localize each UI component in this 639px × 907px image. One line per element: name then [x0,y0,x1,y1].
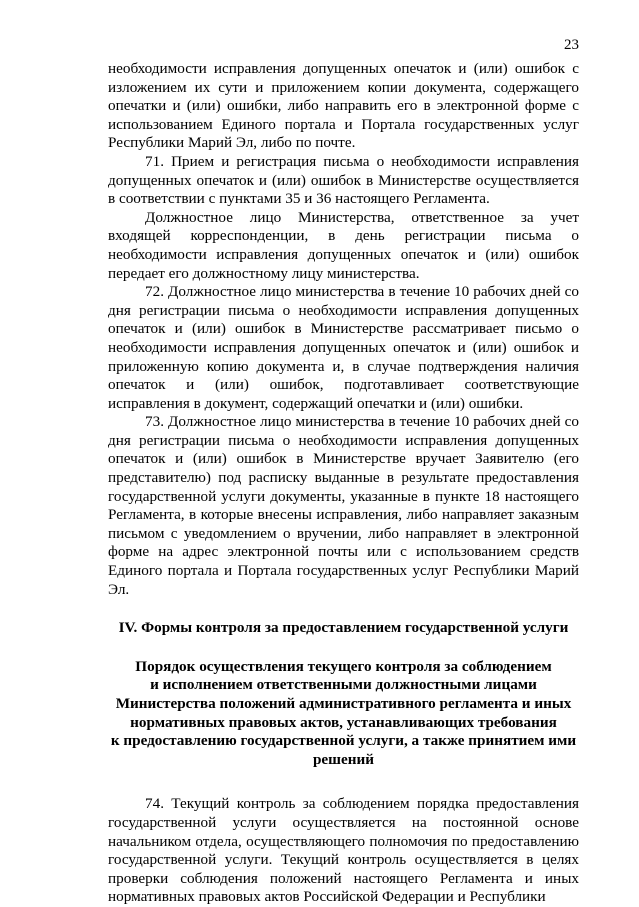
page-number: 23 [564,37,579,53]
section-heading: IV. Формы контроля за предоставлением государственной услуги [118,619,569,637]
sub-heading-line: решений [312,750,374,768]
paragraph-continuation: необходимости исправления допущенных опечаток и (или) ошибок с изложением их сути и приложением копии документа, содержащего опечатки и (или) ошибки, либо направить его в электронной форме с использованием Единого портала и Портала государственных услуг Республики Марий Эл, либо по почте. [108,60,579,152]
paragraph-74: 74. Текущий контроль за соблюдением порядка предоставления государственной услуги осуществляется на постоянной основе начальником отдела, осуществляющего полномочия по предоставлению государственной услуги. Текущий контроль осуществляется в целях проверки соблюдения положений настоящего Регламента и иных нормативных правовых актов Российской Федерации и Республики [108,795,579,906]
sub-heading-line: к предоставлению государственной услуги, а также принятием ими [110,732,577,750]
sub-heading-line: и исполнением ответственными должностными лицами [150,676,537,694]
sub-heading-line: нормативных правовых актов, устанавливающих требования [130,713,557,731]
paragraph-72: 72. Должностное лицо министерства в течение 10 рабочих дней со дня регистрации письма о необходимости исправления допущенных опечаток и (или) ошибок в Министерстве рассматривает письмо о необходимости исправления допущенных опечаток и (или) ошибок и приложенную копию документа и, в случае подтверждения наличия опечаток и (или) ошибок, подготавливает соответствующие исправления в документ, содержащий опечатки и (или) ошибки. [108,283,579,412]
sub-heading-line: Министерства положений административного регламента и иных [115,695,572,712]
sub-heading-line: Порядок осуществления текущего контроля за соблюдением [135,657,552,675]
sub-heading [108,658,579,770]
paragraph-71-official: Должностное лицо Министерства, ответственное за учет входящей корреспонденции, в день регистрации письма о необходимости исправления допущенных опечаток и (или) ошибок передает его должностному лицу министерства. [108,208,579,282]
paragraph-71: 71. Прием и регистрация письма о необходимости исправления допущенных опечаток и (или) ошибок в Министерстве осуществляется в соответствии с пунктами 35 и 36 настоящего Регламента. [108,152,579,208]
document-body [108,60,579,907]
paragraph-73: 73. Должностное лицо министерства в течение 10 рабочих дней со дня регистрации письма о необходимости исправления допущенных опечаток и (или) ошибок в Министерстве вручает Заявителю (его представителю) под расписку выданные в результате предоставления государственной услуги документы, указанные в пункте 18 настоящего Регламента, в которые внесены исправления, либо направляет заказным письмом с уведомлением о вручении, либо направляет в электронной форме на адрес электронной почты или с использованием средств Единого портала и Портала государственных услуг Республики Марий Эл. [108,413,579,598]
